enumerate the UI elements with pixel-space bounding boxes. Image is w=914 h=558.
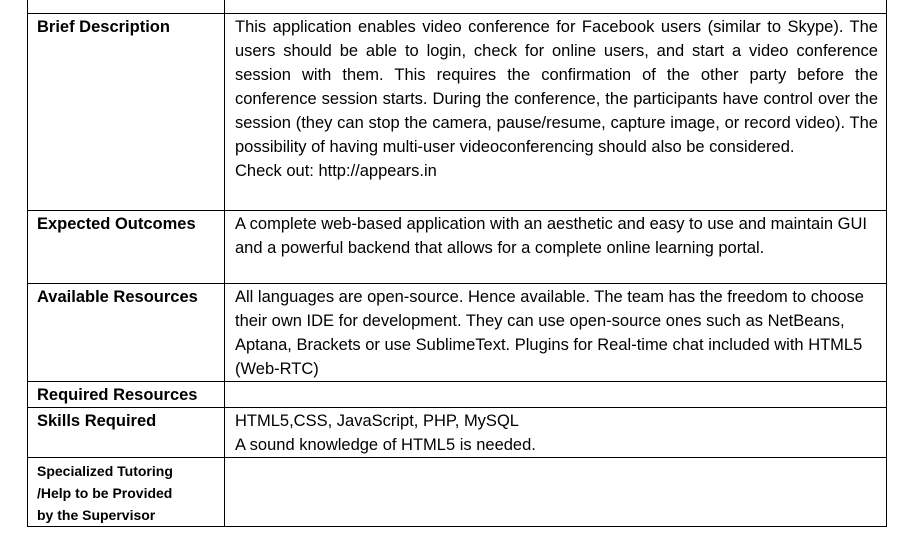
skills-note: A sound knowledge of HTML5 is needed. bbox=[235, 436, 536, 454]
skills-list: HTML5,CSS, JavaScript, PHP, MySQL bbox=[235, 412, 519, 430]
row-label-skills-required: Skills Required bbox=[28, 408, 225, 458]
row-value-required-resources bbox=[225, 382, 887, 408]
row-value-specialized-tutoring bbox=[225, 458, 887, 527]
row-value-skills-required bbox=[225, 408, 887, 458]
label-line: /Help to be Provided bbox=[37, 485, 173, 501]
table-row-available-resources bbox=[28, 284, 887, 382]
project-details-table bbox=[27, 0, 887, 527]
row-label-available-resources: Available Resources bbox=[28, 284, 225, 382]
empty-cell bbox=[28, 0, 225, 14]
table-row-specialized-tutoring bbox=[28, 458, 887, 527]
label-line: Specialized Tutoring bbox=[37, 463, 173, 479]
check-out-link-line: Check out: http://appears.in bbox=[235, 162, 437, 180]
row-value-available-resources: All languages are open-source. Hence available. The team has the freedom to choose their own IDE for development. They can use open-source ones such as NetBeans, Aptana, Brackets or use SublimeText. Plugins for Real-time chat included with HTML5 (Web-RTC) bbox=[225, 284, 887, 382]
row-label-required-resources: Required Resources bbox=[28, 382, 225, 408]
table-row-skills-required bbox=[28, 408, 887, 458]
row-label-specialized-tutoring bbox=[28, 458, 225, 527]
table-row-brief-description bbox=[28, 14, 887, 211]
table-row-required-resources bbox=[28, 382, 887, 408]
row-label-expected-outcomes: Expected Outcomes bbox=[28, 211, 225, 284]
brief-description-text: This application enables video conference for Facebook users (similar to Skype). The users should be able to login, check for online users, and start a video conference session with them. This requires the confirmation of the other party before the conference session starts. During the conference, the participants have control over the session (they can stop the camera, pause/resume, capture image, or record video). The possibility of having multi-user videoconferencing should also be considered. bbox=[235, 18, 878, 156]
row-value-expected-outcomes: A complete web-based application with an aesthetic and easy to use and maintain GUI and a powerful backend that allows for a complete online learning portal. bbox=[225, 211, 887, 284]
table-row-top-stub bbox=[28, 0, 887, 14]
label-line: by the Supervisor bbox=[37, 507, 156, 523]
row-label-brief-description: Brief Description bbox=[28, 14, 225, 211]
table-row-expected-outcomes bbox=[28, 211, 887, 284]
empty-cell bbox=[225, 0, 887, 14]
row-value-brief-description bbox=[225, 14, 887, 211]
